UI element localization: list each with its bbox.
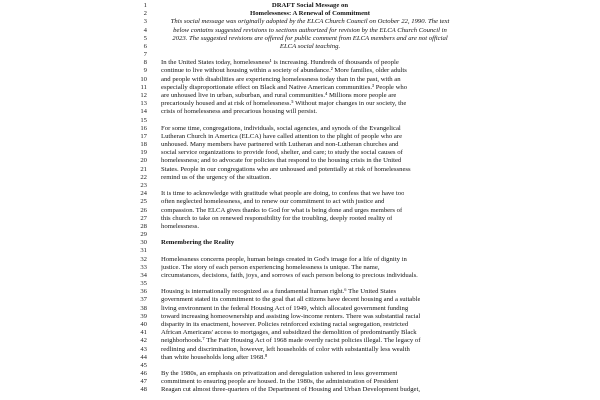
document-line <box>0 76 600 84</box>
body-text-line: living environment in the federal Housing Act of 1949, which allocated government funding <box>161 304 409 312</box>
document-line <box>0 149 600 157</box>
document-title-line: DRAFT Social Message on <box>271 2 349 9</box>
document-line <box>0 198 600 206</box>
line-number: 12 <box>140 91 147 99</box>
document-line <box>0 305 600 313</box>
line-number: 2 <box>143 10 147 18</box>
line-number: 30 <box>140 239 147 247</box>
line-number: 1 <box>143 2 147 9</box>
body-text-line: government stated its commitment to the goal that all citizens have decent housing and a suitable <box>161 296 421 304</box>
line-number: 41 <box>140 329 147 337</box>
document-line <box>0 296 600 304</box>
document-line <box>0 174 600 182</box>
line-number: 14 <box>140 108 147 116</box>
line-number: 16 <box>140 124 147 132</box>
line-number: 42 <box>140 337 147 345</box>
line-number: 4 <box>143 26 147 34</box>
document-line <box>0 125 600 133</box>
document-line <box>0 190 600 198</box>
document-line <box>0 108 600 116</box>
line-number: 7 <box>143 51 147 59</box>
document-line <box>0 280 600 288</box>
line-number: 17 <box>140 132 147 140</box>
line-number: 13 <box>140 100 147 108</box>
body-text-line: Lutheran Church in America (ELCA) have called attention to the plight of people who are <box>161 132 403 140</box>
document-line <box>0 223 600 231</box>
document-line <box>0 133 600 141</box>
document-line <box>0 117 600 125</box>
document-line <box>0 141 600 149</box>
body-text-line: In the United States today, homelessness¹ is increasing. Hundreds of thousands of people <box>161 59 399 67</box>
body-text-line: Housing is internationally recognized as a fundamental human right.⁶ The United States <box>161 288 397 296</box>
body-text-line: For some time, congregations, individuals, social agencies, and synods of the Evangelical <box>161 124 401 132</box>
document-line <box>0 264 600 272</box>
line-number: 38 <box>140 304 147 312</box>
document-line <box>0 84 600 92</box>
document-line <box>0 370 600 378</box>
body-text-line: often neglected homelessness, and to renew our commitment to act with justice and <box>161 198 385 206</box>
body-text-line: than white households long after 1968.⁸ <box>161 353 268 361</box>
document-line <box>0 43 600 51</box>
line-number: 43 <box>140 345 147 353</box>
body-text-line: homelessness. <box>161 222 200 230</box>
line-number: 48 <box>140 386 147 394</box>
line-number: 18 <box>140 141 147 149</box>
line-number: 31 <box>140 247 147 255</box>
body-text-line: circumstances, decisions, faith, joys, and sorrows of each person belong to precious individuals. <box>161 271 418 279</box>
body-text-line: disparity in its enactment, however. Policies reinforced existing racial segregation, restricted <box>161 321 409 329</box>
document-line <box>0 378 600 386</box>
document-line <box>0 215 600 223</box>
document-line <box>0 27 600 35</box>
line-number: 23 <box>140 181 147 189</box>
line-number: 3 <box>143 18 147 26</box>
line-number: 15 <box>140 116 147 124</box>
document-line <box>0 337 600 345</box>
line-number: 39 <box>140 312 147 320</box>
document-line <box>0 362 600 370</box>
body-text-line: By the 1980s, an emphasis on privatization and deregulation ushered in less government <box>161 370 398 378</box>
document-line <box>0 329 600 337</box>
body-text-line: justice. The story of each person experiencing homelessness is unique. The name, <box>161 263 380 271</box>
body-text-line: crisis of homelessness and precarious housing will persist. <box>161 108 318 116</box>
document-line <box>0 166 600 174</box>
line-number: 32 <box>140 255 147 263</box>
line-number: 44 <box>140 353 147 361</box>
line-number: 27 <box>140 214 147 222</box>
document-line <box>0 321 600 329</box>
body-text-line: are unhoused live in urban, suburban, and rural communities.⁴ Millions more people are <box>161 91 397 99</box>
body-text-line: neighborhoods.⁷ The Fair Housing Act of 1968 made overtly racist policies illegal. The legacy of <box>161 337 421 345</box>
line-number: 9 <box>143 67 147 75</box>
revision-note-line: 2023. The suggested revisions are offered for public comment from ELCA members and are not official <box>172 34 448 42</box>
document-line <box>0 2 600 10</box>
line-number: 11 <box>140 83 147 91</box>
body-text-line: It is time to acknowledge with gratitude what people are doing, to confess that we have too <box>161 190 405 198</box>
line-number: 36 <box>140 288 147 296</box>
document-line <box>0 182 600 190</box>
document-line <box>0 51 600 59</box>
line-number: 33 <box>140 263 147 271</box>
document-line <box>0 346 600 354</box>
line-number: 40 <box>140 321 147 329</box>
line-number: 46 <box>140 370 147 378</box>
document-line <box>0 100 600 108</box>
body-text-line: homelessness; and to advocate for policies that respond to the housing crisis in the United <box>161 157 402 165</box>
body-text-line: and people with disabilities are experiencing homelessness today than in the past, with an <box>161 75 401 83</box>
body-text-line: compassion. The ELCA gives thanks to God for what is being done and urges members of <box>161 206 403 214</box>
line-number: 21 <box>140 165 147 173</box>
line-number: 29 <box>140 231 147 239</box>
document-line <box>0 256 600 264</box>
line-number: 8 <box>143 59 147 67</box>
document-line <box>0 288 600 296</box>
body-text-line: social service organizations to provide food, shelter, and care; to study the social causes of <box>161 149 403 157</box>
revision-note-line: ELCA social teaching. <box>279 42 341 50</box>
body-text-line: especially disproportionate effect on Black and Native American communities.³ People who <box>161 83 408 91</box>
body-text-line: commitment to ensuring people are housed. In the 1980s, the administration of President <box>161 378 399 386</box>
document-line <box>0 313 600 321</box>
line-number: 10 <box>140 75 147 83</box>
body-text-line: unhoused. Many members have partnered with Lutheran and non-Lutheran churches and <box>161 141 399 149</box>
document-title-line: Homelessness: A Renewal of Commitment <box>250 10 370 18</box>
document-line <box>0 18 600 26</box>
document-line <box>0 157 600 165</box>
revision-note-line: below contains suggested revisions to sections authorized for revision by the ELCA Church Council in <box>173 26 447 34</box>
line-number: 24 <box>140 190 147 198</box>
body-text-line: Reagan cut almost three-quarters of the Department of Housing and Urban Development budget, <box>161 386 421 394</box>
body-text-line: African Americans' access to mortgages, and subsidized the demolition of predominantly Black <box>161 329 417 337</box>
body-text-line: continue to live without housing within a society of abundance.² More families, older adults <box>161 67 407 75</box>
line-number: 34 <box>140 271 147 279</box>
line-number: 20 <box>140 157 147 165</box>
line-number: 25 <box>140 198 147 206</box>
document-line <box>0 207 600 215</box>
body-text-line: this church to take on renewed responsibility for the troubling, deeply rooted reality of <box>161 214 393 222</box>
section-heading: Remembering the Reality <box>161 239 235 247</box>
revision-note-line: This social message was originally adopted by the ELCA Church Council on October 22, 1990. The text <box>170 18 450 26</box>
body-text-line: redlining and discrimination, however, left households of color with substantially less wealth <box>161 345 410 353</box>
line-number: 5 <box>143 34 147 42</box>
document-line <box>0 239 600 247</box>
line-number: 37 <box>140 296 147 304</box>
document-line <box>0 10 600 18</box>
document-line <box>0 354 600 362</box>
body-text-line: precariously housed and at risk of homelessness.⁵ Without major changes in our society, the <box>161 100 407 108</box>
line-number: 6 <box>143 42 147 50</box>
line-number: 45 <box>140 361 147 369</box>
line-number: 28 <box>140 222 147 230</box>
line-number: 19 <box>140 149 147 157</box>
line-number: 26 <box>140 206 147 214</box>
document-line <box>0 67 600 75</box>
document-line <box>0 59 600 67</box>
line-number: 22 <box>140 173 147 181</box>
line-number: 35 <box>140 280 147 288</box>
document-line <box>0 35 600 43</box>
line-number: 47 <box>140 378 147 386</box>
document-line <box>0 272 600 280</box>
body-text-line: States. People in our congregations who are unhoused and potentially at risk of homelessness <box>161 165 411 173</box>
body-text-line: remind us of the urgency of the situation. <box>161 173 272 181</box>
document-line <box>0 386 600 394</box>
document-line <box>0 231 600 239</box>
body-text-line: Homelessness concerns people, human beings created in God's image for a life of dignity in <box>161 255 407 263</box>
body-text-line: toward increasing homeownership and assisting low-income renters. There was substantial racial <box>161 312 421 320</box>
document-line <box>0 247 600 255</box>
document-line <box>0 92 600 100</box>
